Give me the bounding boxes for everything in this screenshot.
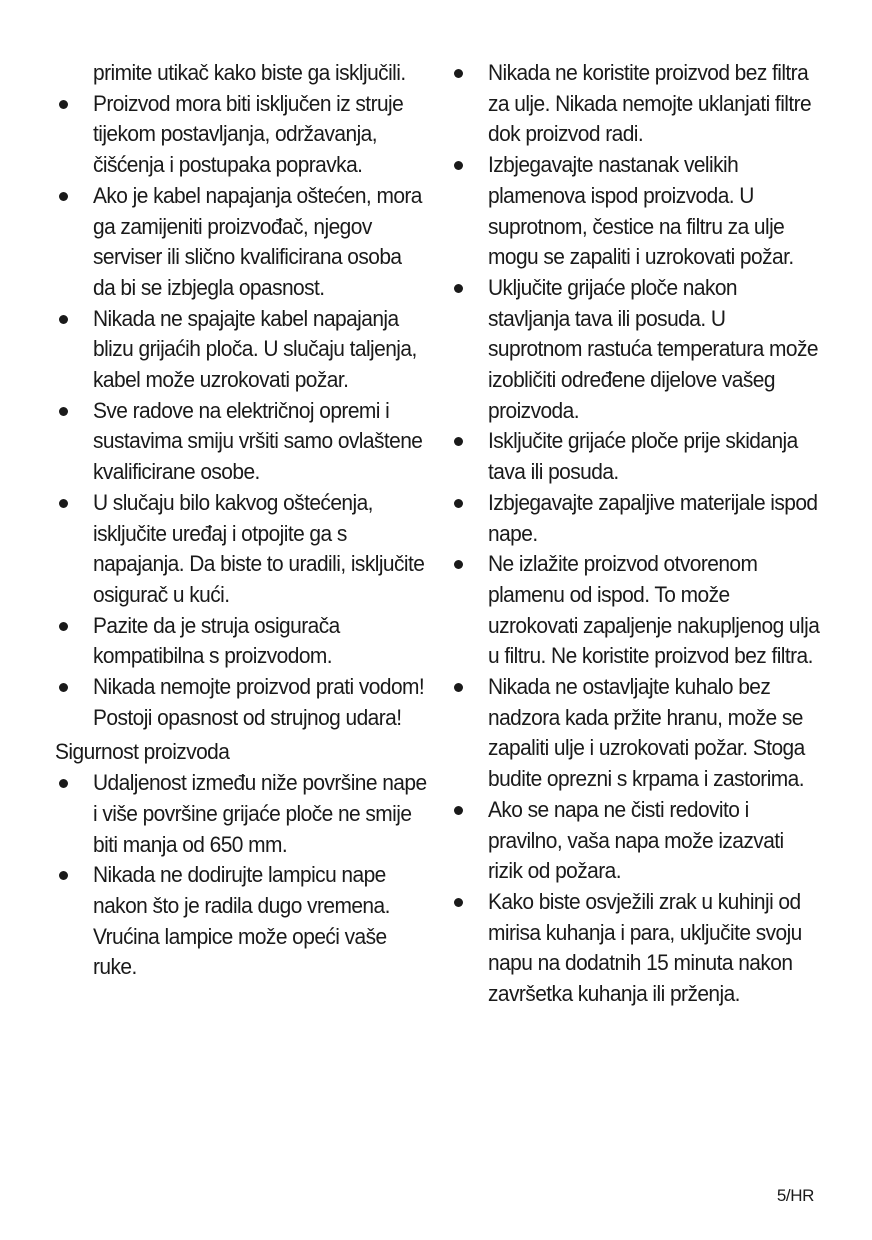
bullet-icon [454, 898, 463, 907]
bullet-icon [59, 622, 68, 631]
continuation-text: primite utikač kako biste ga isključili. [93, 60, 406, 85]
bullet-icon [59, 779, 68, 788]
list-item: Isključite grijaće ploče prije skidanja tava ili posuda. [450, 426, 822, 487]
bullet-icon [454, 437, 463, 446]
list-item: Ako se napa ne čisti redovito i pravilno, vaša napa može izazvati rizik od požara. [450, 795, 822, 887]
safety-list-left [55, 89, 425, 734]
list-item: Kako biste osvježili zrak u kuhinji od mirisa kuhanja i para, uključite svoju napu na dodatnih 15 minuta nakon završetka kuhanja ili prženja. [450, 887, 822, 1010]
list-item: Uključite grijaće ploče nakon stavljanja tava ili posuda. U suprotnom rastuća temperatura može izobličiti određene dijelove vašeg proizvoda. [450, 273, 822, 427]
list-item: Nikada ne koristite proizvod bez filtra za ulje. Nikada nemojte uklanjati filtre dok proizvod radi. [450, 58, 822, 150]
bullet-icon [59, 499, 68, 508]
right-column [450, 58, 822, 1010]
list-item: Ne izlažite proizvod otvorenom plamenu od ispod. To može uzrokovati zapaljenje nakupljenog ulja u filtru. Ne koristite proizvod bez filtra. [450, 549, 822, 672]
list-item: Nikada ne dodirujte lampicu nape nakon što je radila dugo vremena. Vrućina lampice može opeći vaše ruke. [55, 860, 425, 983]
bullet-icon [59, 192, 68, 201]
list-item: Nikada nemojte proizvod prati vodom! Postoji opasnost od strujnog udara! [55, 672, 425, 733]
bullet-icon [59, 683, 68, 692]
list-item: Sve radove na električnoj opremi i sustavima smiju vršiti samo ovlaštene kvalificirane osobe. [55, 396, 425, 488]
bullet-icon [59, 407, 68, 416]
bullet-icon [454, 560, 463, 569]
list-item: Nikada ne spajajte kabel napajanja blizu grijaćih ploča. U slučaju taljenja, kabel može uzrokovati požar. [55, 304, 425, 396]
bullet-icon [59, 100, 68, 109]
bullet-icon [454, 284, 463, 293]
list-item: Izbjegavajte zapaljive materijale ispod nape. [450, 488, 822, 549]
list-item: Udaljenost između niže površine nape i više površine grijaće ploče ne smije biti manja od 650 mm. [55, 768, 425, 860]
list-item: Izbjegavajte nastanak velikih plamenova ispod proizvoda. U suprotnom, čestice na filtru za ulje mogu se zapaliti i uzrokovati požar. [450, 150, 822, 273]
bullet-icon [454, 499, 463, 508]
list-item: U slučaju bilo kakvog oštećenja, isključite uređaj i otpojite ga s napajanja. Da biste to uradili, isključite osigurač u kući. [55, 488, 425, 611]
bullet-icon [454, 161, 463, 170]
section-heading: Sigurnost proizvoda [55, 739, 230, 765]
bullet-icon [59, 871, 68, 880]
list-item: Ako je kabel napajanja oštećen, mora ga zamijeniti proizvođač, njegov serviser ili slično kvalificirana osoba da bi se izbjegla opasnost. [55, 181, 425, 304]
bullet-icon [454, 69, 463, 78]
bullet-icon [454, 806, 463, 815]
bullet-icon [59, 315, 68, 324]
safety-list-right [450, 58, 822, 1010]
product-safety-list [55, 768, 425, 983]
page-number: 5/HR [776, 1186, 814, 1205]
left-column [55, 58, 425, 983]
bullet-icon [454, 683, 463, 692]
list-item: Proizvod mora biti isključen iz struje tijekom postavljanja, održavanja, čišćenja i postupaka popravka. [55, 89, 425, 181]
list-item: Nikada ne ostavljajte kuhalo bez nadzora kada pržite hranu, može se zapaliti ulje i uzrokovati požar. Stoga budite oprezni s krpama i zastorima. [450, 672, 822, 795]
list-item: Pazite da je struja osigurača kompatibilna s proizvodom. [55, 611, 425, 672]
